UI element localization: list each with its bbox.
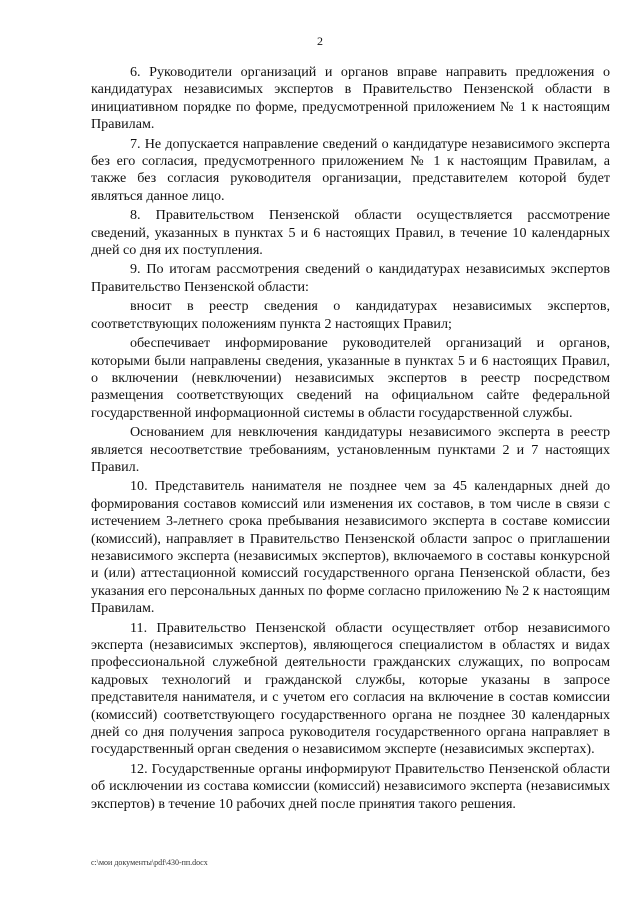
paragraph-8: 8. Правительством Пензенской области осуществляется рассмотрение сведений, указанных в пунктах 5 и 6 настоящих Правил, в течение 10 календарных дней со дня их поступления. [91,207,610,259]
file-path-footer: c:\мои документы\pdf\430-пп.docx [91,858,208,867]
paragraph-7: 7. Не допускается направление сведений о кандидатуре независимого эксперта без его согласия, предусмотренного приложением № 1 к настоящим Правилам, а также без согласия руководителя организации, представителем которой будет являться данное лицо. [91,135,610,204]
paragraph-11: 11. Правительство Пензенской области осуществляет отбор независимого эксперта (независимых экспертов), являющегося специалистом в областях и видах профессиональной служебной деятельности гражданских служащих, по вопросам кадровых технологий и гражданской службы, которые указаны в запросе представителя нанимателя, и с учетом его согласия на включение в состав комиссии (комиссий) соответствующего государственного органа не позднее 30 календарных дней со дня получения запроса руководителя государственного органа направляет в государственный орган сведения о независимом эксперте (независимых экспертах). [91,619,610,758]
paragraph-12: 12. Государственные органы информируют Правительство Пензенской области об исключении из состава комиссии (комиссий) независимого эксперта (независимых экспертов) в течение 10 рабочих дней после принятия такого решения. [91,760,610,812]
document-body [91,64,610,813]
paragraph-10: 10. Представитель нанимателя не позднее чем за 45 календарных дней до формирования составов комиссий или изменения их составов, в том числе в связи с истечением 3-летнего срока пребывания независимого эксперта в составе комиссии (комиссий), направляет в Правительство Пензенской области запрос о приглашении независимого эксперта (независимых экспертов), включаемого в составы конкурсной и (или) аттестационной комиссий государственного органа Пензенской области, без указания его персональных данных по форме согласно приложению № 2 к настоящим Правилам. [91,478,610,617]
page-number: 2 [317,34,323,48]
paragraph-9: 9. По итогам рассмотрения сведений о кандидатурах независимых экспертов Правительство Пензенской области: [91,261,610,295]
paragraph-9-item-2: обеспечивает информирование руководителей организаций и органов, которыми были направлены сведения, указанные в пунктах 5 и 6 настоящих Правил, о включении (невключении) независимых экспертов в реестр посредством размещения соответствующих сведений на официальном сайте федеральной государственной информационной системы в области государственной службы. [91,335,610,421]
paragraph-9-note: Основанием для невключения кандидатуры независимого эксперта в реестр является несоответствие требованиям, установленным пунктами 2 и 7 настоящих Правил. [91,424,610,475]
paragraph-6: 6. Руководители организаций и органов вправе направить предложения о кандидатурах независимых экспертов в Правительство Пензенской области в инициативном порядке по форме, предусмотренной приложением № 1 к настоящим Правилам. [91,64,610,133]
paragraph-9-item-1: вносит в реестр сведения о кандидатурах независимых экспертов, соответствующих положениям пункта 2 настоящих Правил; [91,298,610,332]
